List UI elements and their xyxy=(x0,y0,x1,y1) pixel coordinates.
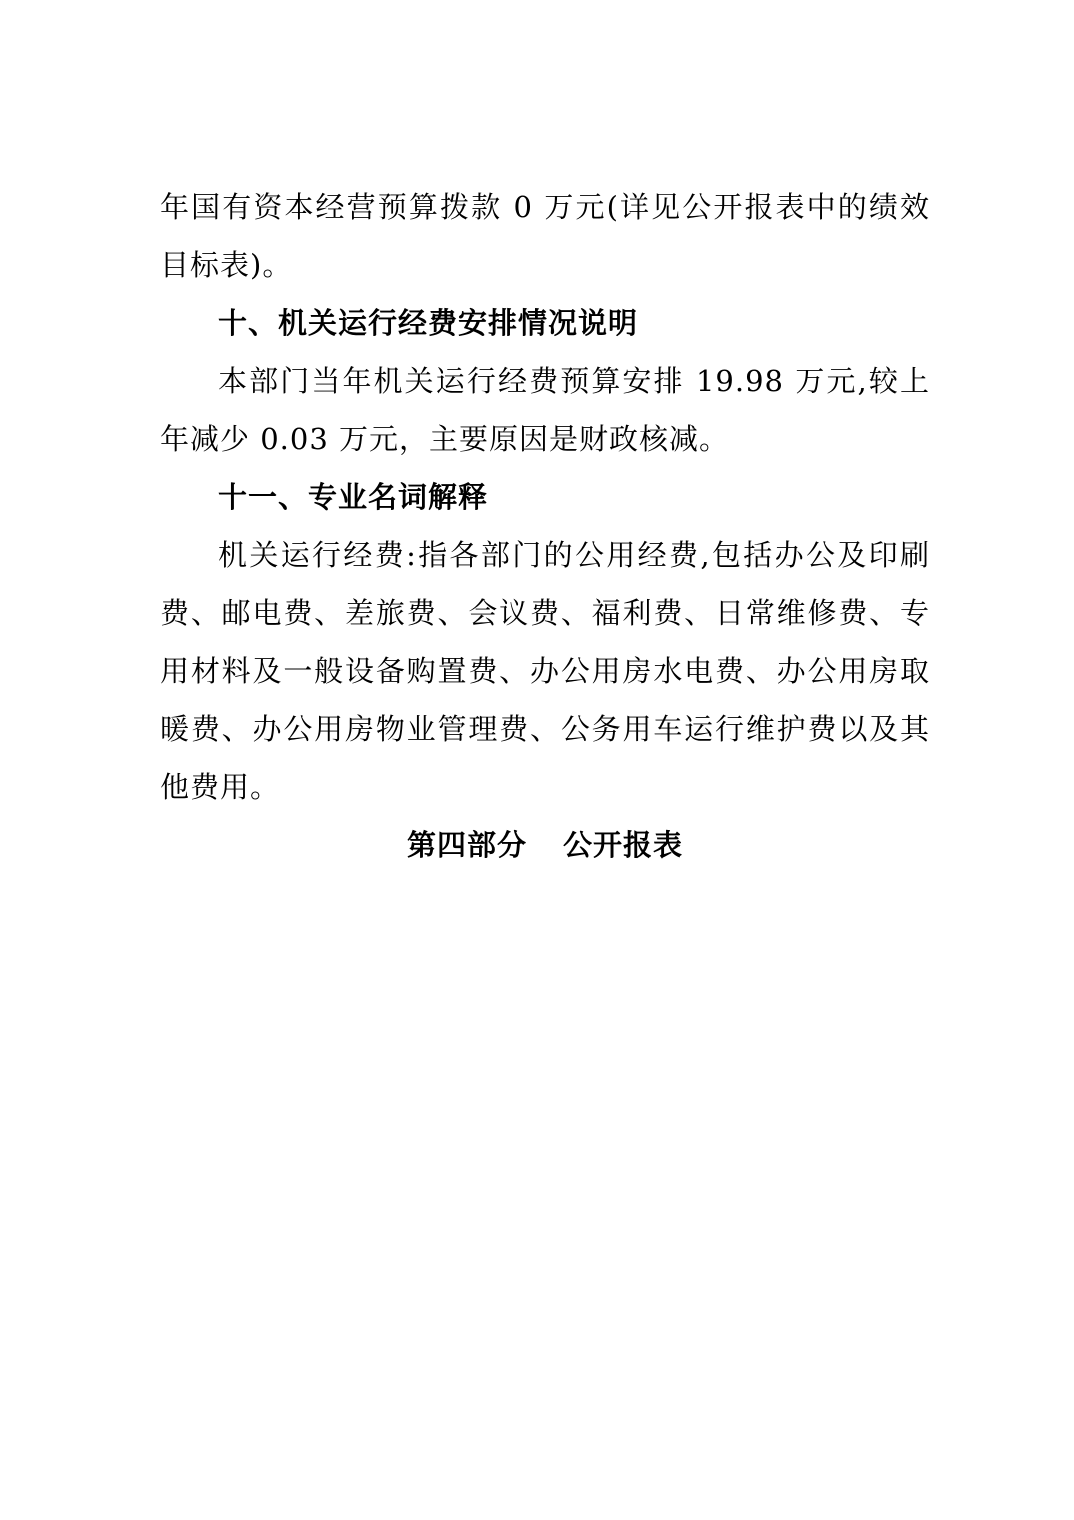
section-11-body: 机关运行经费:指各部门的公用经费,包括办公及印刷费、邮电费、差旅费、会议费、福利费、日常维修费、专用材料及一般设备购置费、办公用房水电费、办公用房取暖费、办公用房物业管理费、公务用车运行维护费以及其他费用。 xyxy=(160,538,930,804)
part-title-name: 公开报表 xyxy=(563,828,684,862)
section-10-body: 本部门当年机关运行经费预算安排 19.98 万元,较上年减少 0.03 万元，主要原因是财政核减。 xyxy=(160,364,930,456)
section-11-heading: 十一、专业名词解释 xyxy=(218,480,489,514)
part-title-number: 第四部分 xyxy=(406,828,527,862)
continuation-paragraph: 年国有资本经营预算拨款 0 万元(详见公开报表中的绩效目标表)。 xyxy=(160,190,930,282)
section-10-heading: 十、机关运行经费安排情况说明 xyxy=(218,306,639,340)
part-title xyxy=(160,816,930,874)
document-body xyxy=(160,178,930,874)
